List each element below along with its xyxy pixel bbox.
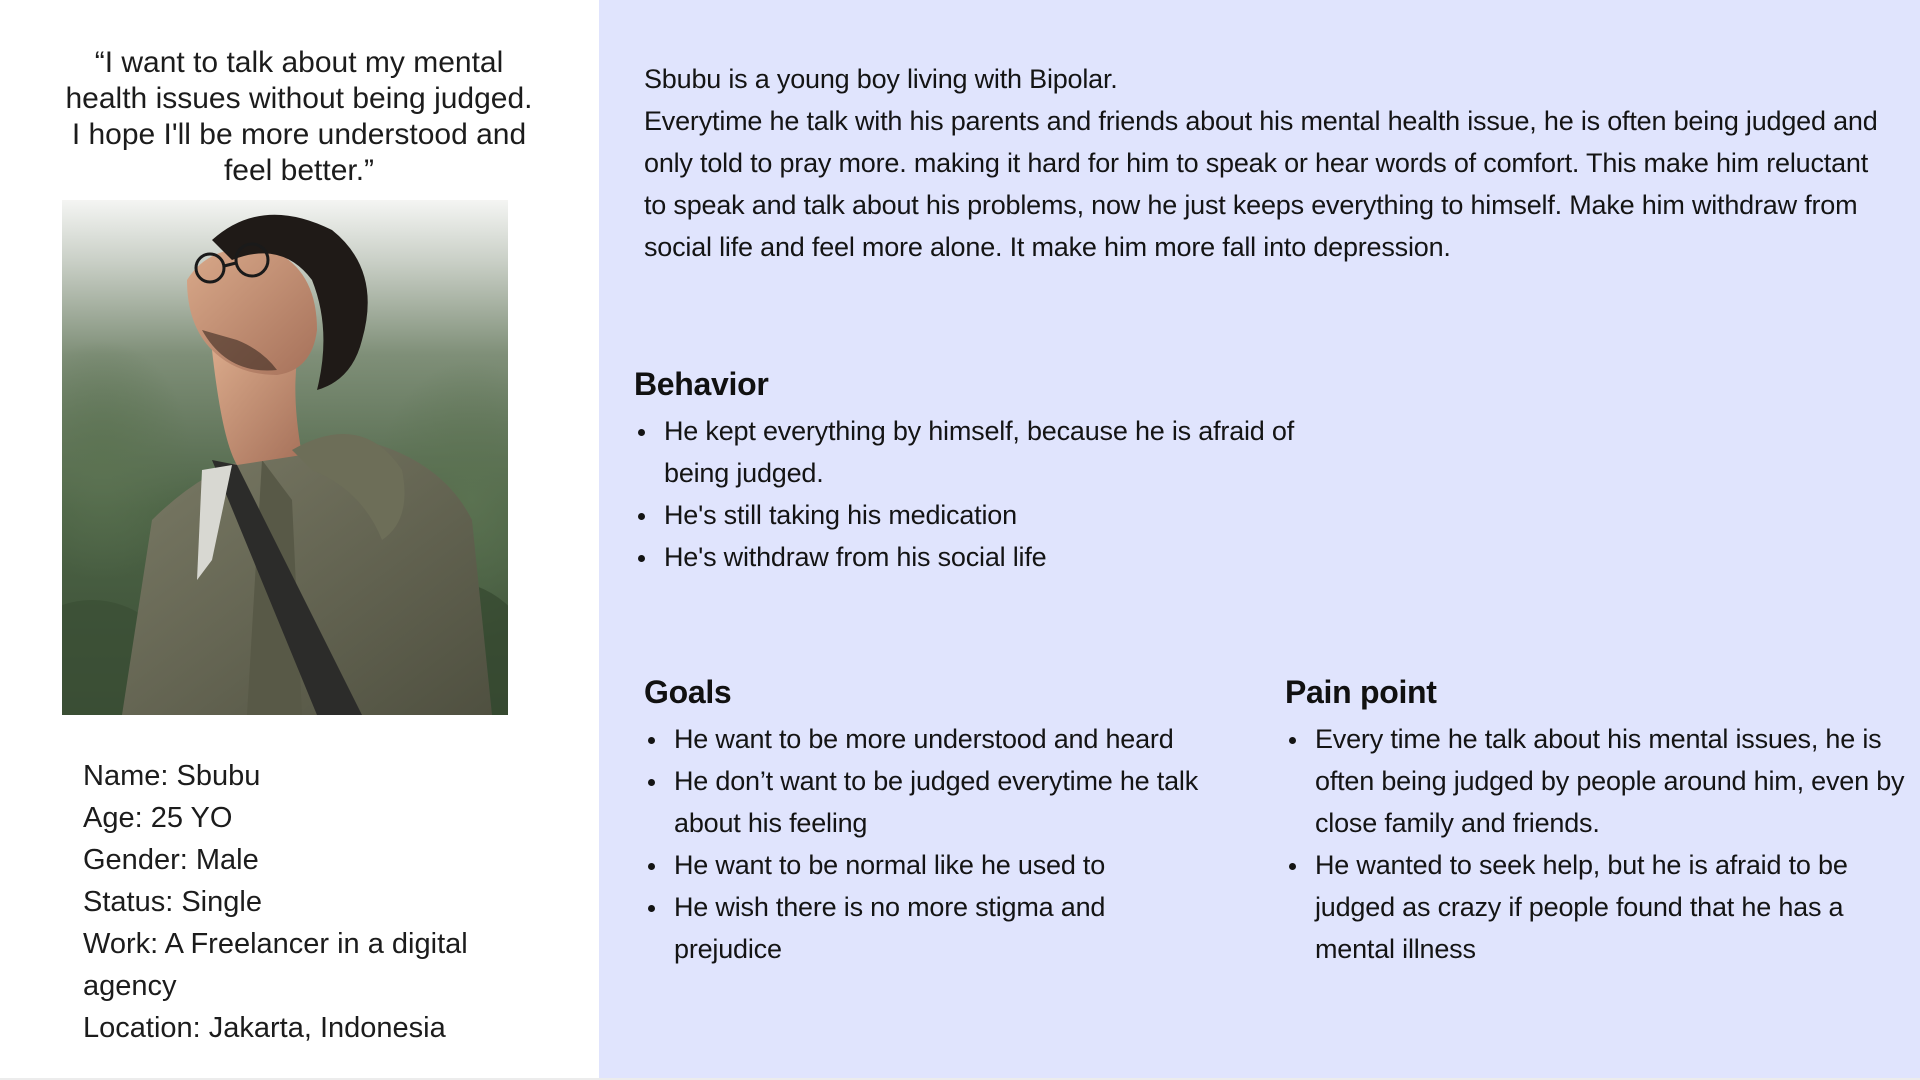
info-name: Name: Sbubu	[83, 760, 261, 792]
intro-description: Everytime he talk with his parents and friends about his mental health issue, he is often being judged and only told to pray more. making it hard for him to speak or hear words of comfort. This make him reluctant to speak and talk about his problems, now he just keeps everything to himself. Make him withdraw from social life and feel more alone. It make him more fall into depression.	[644, 106, 1878, 262]
behavior-list	[634, 410, 1354, 578]
info-gender: Gender: Male	[83, 844, 259, 876]
info-work: Work: A Freelancer in a digital agency	[83, 928, 468, 1002]
info-age: Age: 25 YO	[83, 802, 233, 834]
goals-item: He want to be more understood and heard	[644, 718, 1264, 760]
behavior-item: He's still taking his medication	[634, 494, 1354, 536]
intro-summary: Sbubu is a young boy living with Bipolar.	[644, 64, 1118, 94]
persona-sidebar	[0, 0, 599, 1080]
behavior-title: Behavior	[634, 366, 769, 402]
goals-item: He don’t want to be judged everytime he talk about his feeling	[644, 760, 1264, 844]
persona-quote: “I want to talk about my mental health issues without being judged. I hope I'll be more understood and feel better.”	[65, 46, 533, 187]
persona-intro	[644, 58, 1894, 268]
info-location: Location: Jakarta, Indonesia	[83, 1012, 446, 1044]
pain-point-item: He wanted to seek help, but he is afraid to be judged as crazy if people found that he has a mental illness	[1285, 844, 1905, 970]
goals-item: He want to be normal like he used to	[644, 844, 1264, 886]
pain-point-item: Every time he talk about his mental issues, he is often being judged by people around him, even by close family and friends.	[1285, 718, 1905, 844]
behavior-section	[634, 364, 1354, 578]
goals-title: Goals	[644, 674, 732, 710]
goals-section	[644, 672, 1264, 970]
pain-point-title: Pain point	[1285, 674, 1437, 710]
pain-point-section	[1285, 672, 1905, 970]
behavior-item: He kept everything by himself, because he is afraid of being judged.	[634, 410, 1324, 494]
goals-item: He wish there is no more stigma and prejudice	[644, 886, 1164, 970]
persona-info	[83, 755, 513, 1049]
behavior-item: He's withdraw from his social life	[634, 536, 1354, 578]
pain-point-list	[1285, 718, 1905, 970]
info-status: Status: Single	[83, 886, 262, 918]
persona-photo	[62, 200, 508, 715]
goals-list	[644, 718, 1264, 970]
